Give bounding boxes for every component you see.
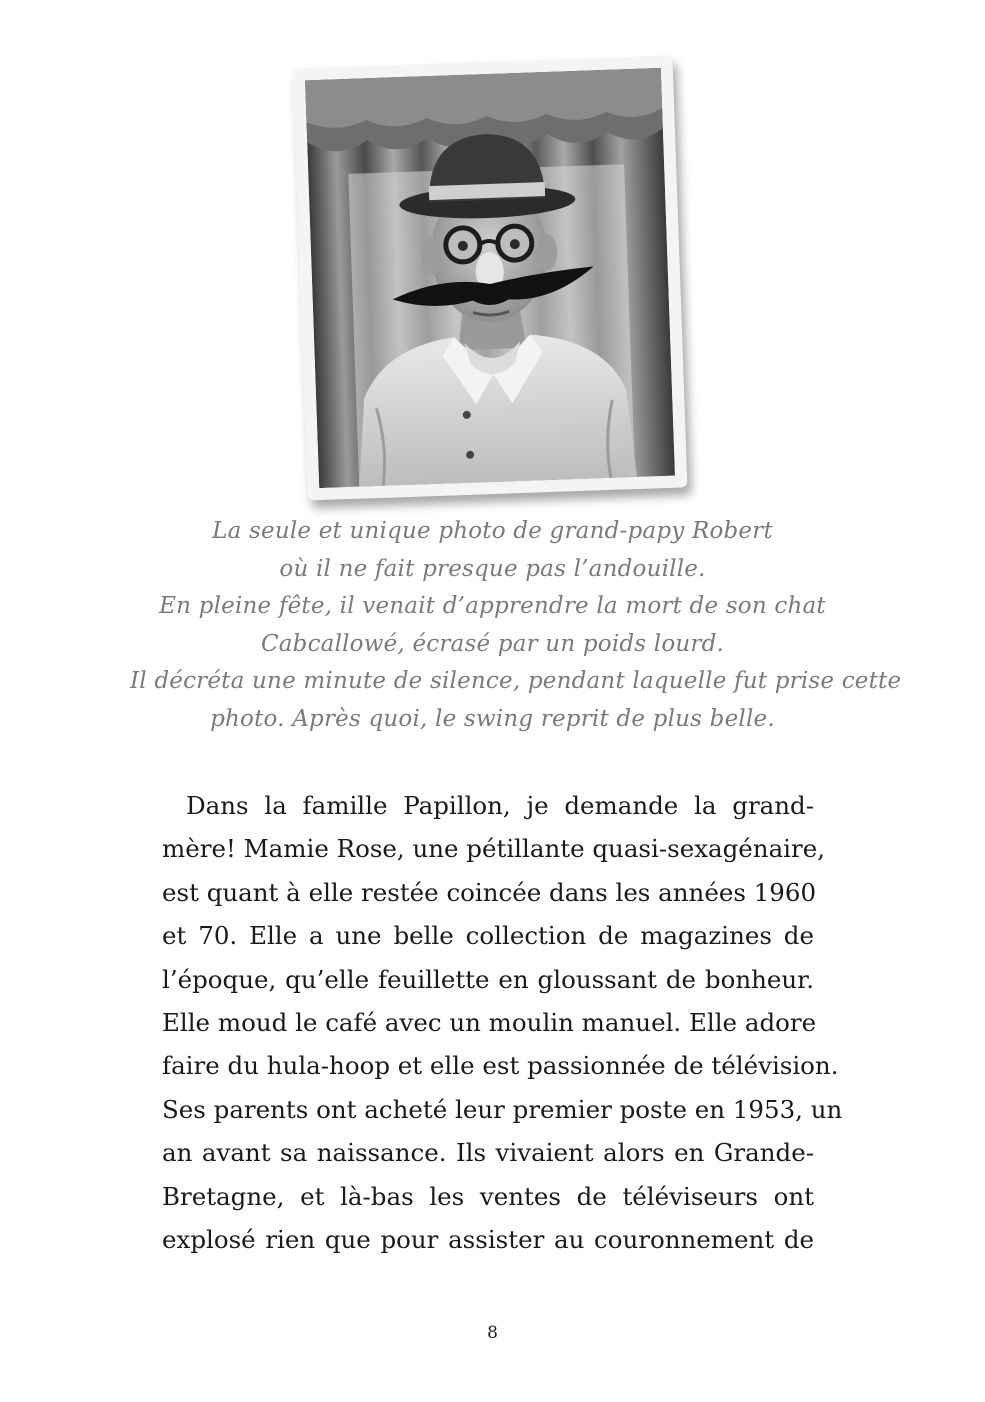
body-line: Dans la famille Papillon, je demande la grand- (186, 791, 814, 820)
body-paragraph (162, 784, 843, 1261)
vintage-photo (293, 56, 688, 501)
caption-line: photo. Après quoi, le swing reprit de plus belle. (210, 705, 775, 732)
man-portrait-illustration (305, 68, 675, 488)
body-line: et 70. Elle a une belle collection de magazines de (162, 921, 814, 951)
body-line: faire du hula-hoop et elle est passionnée de télévision. (162, 1051, 839, 1081)
body-line: l’époque, qu’elle feuillette en gloussant de bonheur. (162, 964, 814, 994)
caption-line: Cabcallowé, écrasé par un poids lourd. (260, 630, 725, 657)
body-line: Ses parents ont acheté leur premier poste en 1953, un (162, 1094, 843, 1124)
body-line: est quant à elle restée coincée dans les années 1960 (162, 877, 817, 907)
caption-line: Il décréta une minute de silence, pendant laquelle fut prise cette (130, 668, 902, 694)
page-number: 8 (487, 1323, 498, 1343)
body-line: explosé rien que pour assister au couronnement de (162, 1225, 814, 1255)
body-line: Elle moud le café avec un moulin manuel. Elle adore (162, 1008, 817, 1038)
body-line: mère! Mamie Rose, une pétillante quasi-sexagénaire, (162, 834, 826, 864)
photo-frame (293, 56, 688, 501)
caption-line: où il ne fait presque pas l’andouille. (279, 555, 706, 582)
body-line: an avant sa naissance. Ils vivaient alors en Grande- (162, 1138, 814, 1168)
photo-caption (130, 513, 902, 738)
body-line: Bretagne, et là-bas les ventes de téléviseurs ont (162, 1181, 814, 1211)
caption-line: La seule et unique photo de grand-papy Robert (212, 518, 773, 544)
caption-line: En pleine fête, il venait d’apprendre la mort de son chat (159, 593, 826, 619)
